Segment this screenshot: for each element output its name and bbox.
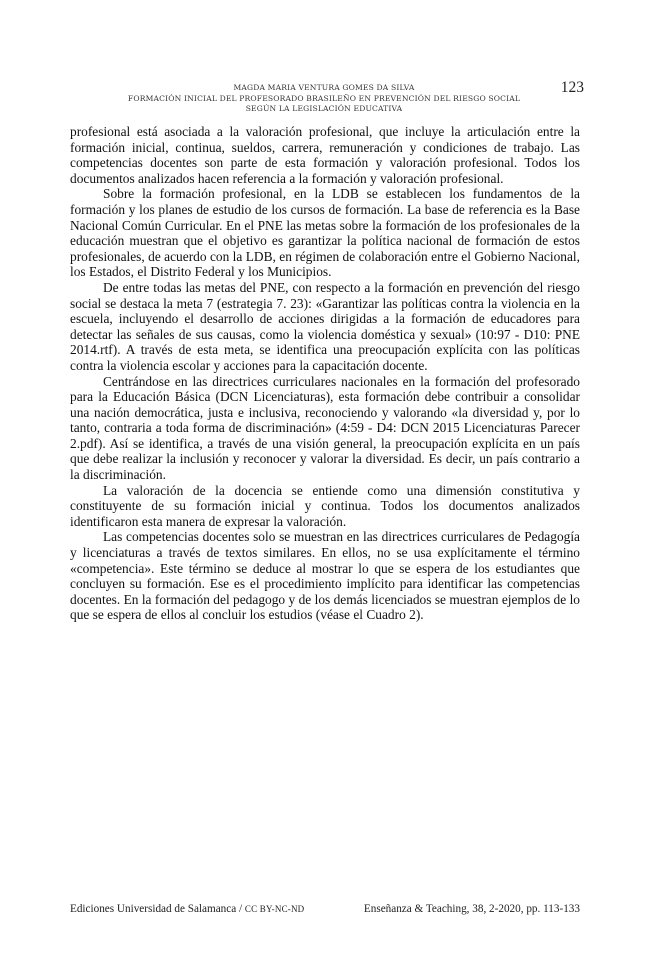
page-footer bbox=[70, 903, 580, 915]
paragraph-1: profesional está asociada a la valoración profesional, que incluye la articulación entre la formación inicial, continua, sueldos, carrera, remuneración y condiciones de trabajo. Las competencias docentes son parte de esta formación y valoración profesional. Todos los documentos analizados hacen referencia a la formación y valoración profesional. bbox=[70, 124, 580, 186]
footer-publisher: Ediciones Universidad de Salamanca / bbox=[70, 903, 245, 915]
body-text bbox=[70, 124, 580, 623]
paragraph-2: Sobre la formación profesional, en la LDB se establecen los fundamentos de la formación y los planes de estudio de los cursos de formación. La base de referencia es la Base Nacional Común Curricular. En el PNE las metas sobre la formación de los profesionales de la educación muestran que el objetivo es garantizar la política nacional de formación de estos profesionales, de acuerdo con la LDB, en régimen de colaboración entre el Gobierno Nacional, los Estados, el Distrito Federal y los Municipios. bbox=[70, 186, 580, 280]
footer-publisher-block bbox=[70, 903, 304, 915]
footer-citation: Enseñanza & Teaching, 38, 2-2020, pp. 113-133 bbox=[363, 903, 580, 915]
header-author: MAGDA MARIA VENTURA GOMES DA SILVA bbox=[233, 83, 415, 92]
paragraph-6: Las competencias docentes solo se muestran en las directrices curriculares de Pedagogía y licenciaturas a través de textos similares. En ellos, no se usa explícitamente el término «competencia». Este término se deduce al mostrar lo que se espera de los estudiantes que concluyen su formación. Ese es el procedimiento implícito para identificar las competencias docentes. En la formación del pedagogo y de los demás licenciados se muestran ejemplos de lo que se espera de ellos al concluir los estudios (véase el Cuadro 2). bbox=[70, 529, 580, 623]
header-title-line-1: FORMACIÓN INICIAL DEL PROFESORADO BRASILEÑO EN PREVENCIÓN DEL RIESGO SOCIAL bbox=[127, 93, 521, 103]
page-number: 123 bbox=[560, 79, 584, 96]
footer-license: CC BY-NC-ND bbox=[244, 904, 305, 914]
running-header bbox=[78, 83, 570, 115]
header-title-line-2: SEGÚN LA LEGISLACIÓN EDUCATIVA bbox=[245, 104, 403, 114]
paragraph-4: Centrándose en las directrices curriculares nacionales en la formación del profesorado para la Educación Básica (DCN Licenciaturas), esta formación debe contribuir a consolidar una nación democrática, justa e inclusiva, reconociendo y valorando «la diversidad y, por lo tanto, contraria a toda forma de discriminación» (4:59 - D4: DCN 2015 Licenciaturas Parecer 2.pdf). Así se identifica, a través de una visión general, la preocupación explícita en un país que debe realizar la inclusión y reconocer y valorar la diversidad. Es decir, un país contrario a la discriminación. bbox=[70, 373, 580, 483]
paragraph-5: La valoración de la docencia se entiende como una dimensión constitutiva y constituyente de su formación inicial y continua. Todos los documentos analizados identificaron esta manera de expresar la valoración. bbox=[70, 482, 580, 529]
paragraph-3: De entre todas las metas del PNE, con respecto a la formación en prevención del riesgo social se destaca la meta 7 (estrategia 7. 23): «Garantizar las políticas contra la violencia en la escuela, incluyendo el desarrollo de acciones dirigidas a la formación de educadores para detectar las señales de sus causas, como la violencia doméstica y sexual» (10:97 - D10: PNE 2014.rtf). A través de esta meta, se identifica una preocupación explícita con las políticas contra la violencia escolar y acciones para la capacitación docente. bbox=[70, 279, 580, 373]
